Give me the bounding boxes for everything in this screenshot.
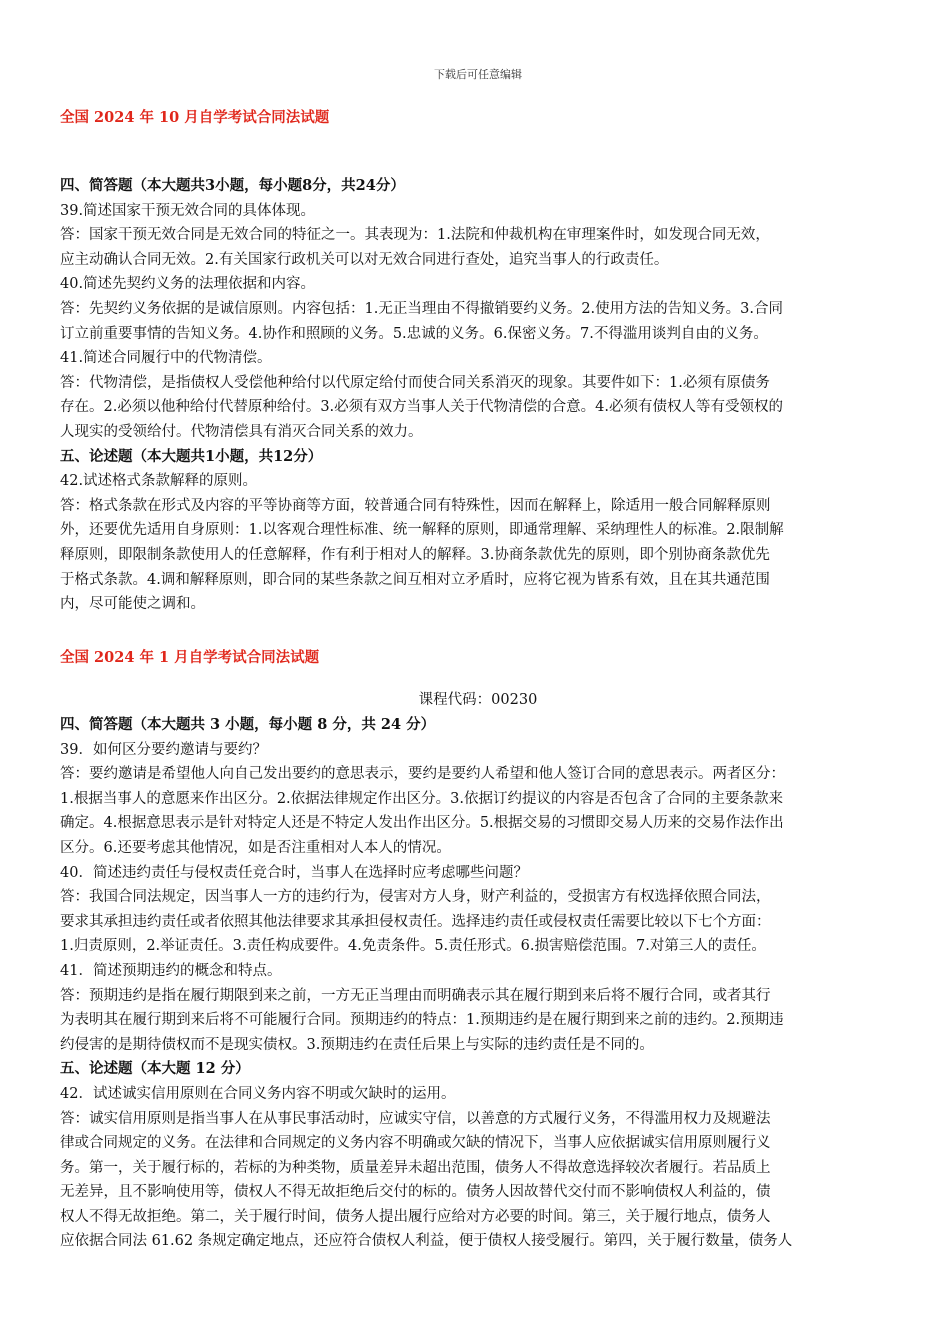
text-line: 释原则，即限制条款使用人的任意解释，作有利于相对人的解释。3.协商条款优先的原则，即个别协商条款优先 <box>60 546 770 563</box>
text-line: 外，还要优先适用自身原则：1.以客观合理性标准、统一解释的原则，即通常理解、采纳理性人的标准。2.限制解 <box>60 522 784 539</box>
text-line: 应主动确认合同无效。2.有关国家行政机关可以对无效合同进行查处，追究当事人的行政责任。 <box>60 251 669 268</box>
text-line: 40.简述先契约义务的法理依据和内容。 <box>60 276 316 293</box>
section-heading: 五、论述题（本大题 12 分） <box>60 1060 250 1078</box>
text-line: 41.简述合同履行中的代物清偿。 <box>60 350 272 367</box>
text-line: 39.简述国家干预无效合同的具体体现。 <box>60 202 316 219</box>
text-line: 订立前重要事情的告知义务。4.协作和照顾的义务。5.忠诚的义务。6.保密义务。7.不得滥用谈判自由的义务。 <box>60 325 768 342</box>
text-line: 1.归责原则，2.举证责任。3.责任构成要件。4.免责条件。5.责任形式。6.损害赔偿范围。7.对第三人的责任。 <box>60 938 766 955</box>
text-line: 为表明其在履行期到来后将不可能履行合同。预期违约的特点：1.预期违约是在履行期到来之前的违约。2.预期违 <box>60 1012 784 1029</box>
text-line: 41．简述预期违约的概念和特点。 <box>60 962 282 979</box>
text-line: 存在。2.必须以他种给付代替原种给付。3.必须有双方当事人关于代物清偿的合意。4.必须有债权人等有受领权的 <box>60 399 783 416</box>
text-line: 律或合同规定的义务。在法律和合同规定的义务内容不明确或欠缺的情况下，当事人应依据诚实信用原则履行义 <box>60 1135 771 1152</box>
text-line: 42．试述诚实信用原则在合同义务内容不明或欠缺时的运用。 <box>60 1085 456 1102</box>
text-line: 要求其承担违约责任或者依照其他法律要求其承担侵权责任。选择违约责任或侵权责任需要比较以下七个方面： <box>60 913 771 930</box>
text-line: 答：诚实信用原则是指当事人在从事民事活动时，应诚实守信，以善意的方式履行义务，不得滥用权力及规避法 <box>60 1110 771 1127</box>
text-line: 39．如何区分要约邀请与要约？ <box>60 741 267 758</box>
text-line: 权人不得无故拒绝。第二，关于履行时间，债务人提出履行应给对方必要的时间。第三，关于履行地点，债务人 <box>60 1208 771 1225</box>
section-heading: 四、简答题（本大题共 3 小题，每小题 8 分，共 24 分） <box>60 716 436 733</box>
text-line: 确定。4.根据意思表示是针对特定人还是不特定人发出作出区分。5.根据交易的习惯即交易人历来的交易作法作出 <box>60 815 784 832</box>
text-line: 于格式条款。4.调和解释原则，即合同的某些条款之间互相对立矛盾时，应将它视为皆系有效，且在其共通范围 <box>60 571 770 588</box>
text-line: 答：预期违约是指在履行期限到来之前，一方无正当理由而明确表示其在履行期到来后将不履行合同，或者其行 <box>60 987 771 1004</box>
exam1-content <box>60 174 896 617</box>
text-line: 答：要约邀请是希望他人向自己发出要约的意思表示，要约是要约人希望和他人签订合同的意思表示。两者区分： <box>60 766 785 783</box>
text-line: 40．简述违约责任与侵权责任竞合时，当事人在选择时应考虑哪些问题？ <box>60 864 528 881</box>
text-line: 约侵害的是期待债权而不是现实债权。3.预期违约在责任后果上与实际的违约责任是不同的。 <box>60 1036 654 1053</box>
exam1-title: 全国 2024 年 10 月自学考试合同法试题 <box>60 109 330 126</box>
text-line: 42.试述格式条款解释的原则。 <box>60 473 258 490</box>
text-line: 内，尽可能使之调和。 <box>60 596 205 613</box>
text-line: 答：先契约义务依据的是诚信原则。内容包括：1.无正当理由不得撤销要约义务。2.使用方法的告知义务。3.合同 <box>60 300 783 317</box>
section-heading: 四、简答题（本大题共3小题，每小题8分，共24分） <box>60 177 405 194</box>
text-line: 应依据合同法 61.62 条规定确定地点，还应符合债权人利益，便于债权人接受履行。第四，关于履行数量，债务人 <box>60 1233 793 1250</box>
text-line: 1.根据当事人的意愿来作出区分。2.依据法律规定作出区分。3.依据订约提议的内容是否包含了合同的主要条款来 <box>60 790 783 807</box>
page-header: 下载后可任意编辑 <box>434 68 522 81</box>
text-line: 区分。6.还要考虑其他情况，如是否注重相对人本人的情况。 <box>60 839 451 856</box>
text-line: 答：国家干预无效合同是无效合同的特征之一。其表现为：1.法院和仲裁机构在审理案件时，如发现合同无效， <box>60 227 770 244</box>
text-line: 答：代物清偿，是指债权人受偿他种给付以代原定给付而使合同关系消灭的现象。其要件如下：1.必须有原债务 <box>60 374 770 391</box>
exam2-title: 全国 2024 年 1 月自学考试合同法试题 <box>60 649 320 666</box>
text-line: 无差异，且不影响使用等，债权人不得无故拒绝后交付的标的。债务人因故替代交付而不影响债权人利益的，债 <box>60 1184 771 1201</box>
text-line: 答：格式条款在形式及内容的平等协商等方面，较普通合同有特殊性，因而在解释上，除适用一般合同解释原则 <box>60 497 771 514</box>
text-line: 人现实的受领给付。代物清偿具有消灭合同关系的效力。 <box>60 423 423 440</box>
course-code: 课程代码：00230 <box>418 692 538 708</box>
exam2-content <box>60 713 896 1254</box>
text-line: 务。第一，关于履行标的，若标的为种类物，质量差异未超出范围，债务人不得故意选择较次者履行。若品质上 <box>60 1159 771 1176</box>
text-line: 答：我国合同法规定，因当事人一方的违约行为，侵害对方人身，财产利益的，受损害方有权选择依照合同法， <box>60 889 771 906</box>
section-heading: 五、论述题（本大题共1小题，共12分） <box>60 447 323 465</box>
